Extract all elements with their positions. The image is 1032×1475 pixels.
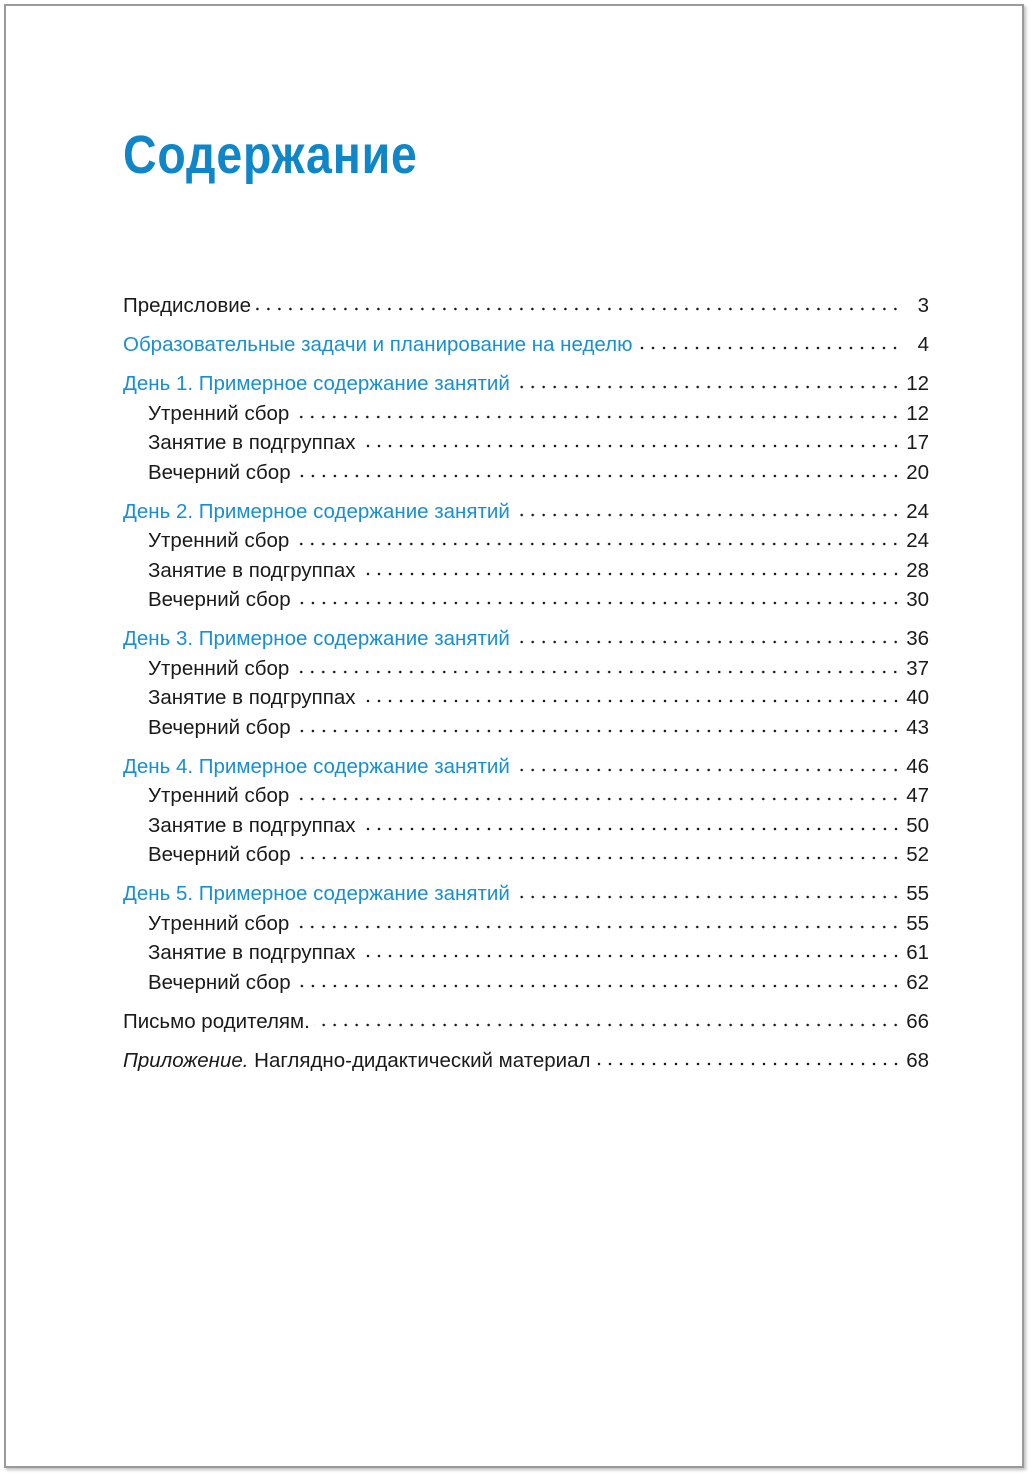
toc-entry[interactable] [123, 623, 929, 653]
dot-leader [255, 291, 901, 313]
toc-entry[interactable] [123, 878, 929, 908]
toc-subentry[interactable] [123, 780, 929, 810]
toc-page-number: 3 [917, 294, 929, 317]
toc-page-number: 46 [906, 754, 929, 778]
dot-leader [293, 909, 901, 931]
dot-leader [295, 585, 901, 607]
dot-leader [293, 526, 901, 548]
toc-entry-label: Занятие в подгруппах [148, 686, 356, 709]
toc-entry-label: Занятие в подгруппах [148, 558, 356, 582]
toc-entry[interactable] [123, 496, 929, 526]
toc-entry-label [123, 1049, 591, 1073]
toc-page-number: 61 [906, 941, 929, 964]
toc-subentry[interactable] [123, 712, 929, 742]
page-title: Содержание [123, 125, 418, 185]
toc-entry-label: Вечерний сбор [148, 970, 291, 994]
dot-leader [293, 781, 901, 803]
toc-page-number: 52 [906, 843, 929, 866]
toc-entry-label: Утренний сбор [148, 401, 290, 425]
toc-entry[interactable] [123, 751, 929, 781]
toc-subentry[interactable] [123, 682, 929, 712]
dot-leader [360, 428, 902, 450]
toc-page-number: 17 [906, 431, 929, 454]
dot-leader [295, 458, 901, 480]
toc-page-number: 68 [906, 1048, 929, 1072]
table-of-contents [123, 290, 929, 1074]
toc-entry-label: Утренний сбор [148, 529, 290, 552]
toc-page-number: 24 [906, 529, 929, 552]
toc-page-number: 66 [906, 1009, 929, 1033]
toc-entry-label: День 4. Примерное содержание занятий [123, 754, 510, 778]
toc-entry-label: День 1. Примерное содержание занятий [123, 372, 510, 395]
toc-page-number: 47 [906, 784, 929, 807]
toc-entry[interactable] [123, 1006, 929, 1036]
toc-entry-label: Занятие в подгруппах [148, 941, 356, 964]
toc-entry-label: Предисловие [123, 294, 252, 317]
toc-subentry[interactable] [123, 908, 929, 938]
toc-page-number: 40 [906, 686, 929, 709]
toc-entry[interactable] [123, 1045, 929, 1075]
toc-page-number: 55 [906, 882, 929, 905]
toc-entry-label: День 2. Примерное содержание занятий [123, 499, 510, 523]
toc-subentry[interactable] [123, 398, 929, 428]
toc-page-number: 50 [906, 813, 929, 837]
toc-entry-label: Образовательные задачи и планирование на неделю [123, 333, 633, 356]
toc-entry-label: Занятие в подгруппах [148, 431, 356, 454]
dot-leader [514, 879, 901, 901]
dot-leader [295, 840, 901, 862]
toc-subentry[interactable] [123, 653, 929, 683]
toc-subentry[interactable] [123, 937, 929, 967]
toc-entry-label: Вечерний сбор [148, 588, 291, 611]
toc-entry[interactable] [123, 368, 929, 398]
dot-leader [360, 556, 902, 578]
toc-page-number: 30 [906, 588, 929, 611]
toc-page-number: 12 [906, 401, 929, 425]
toc-page-number: 12 [906, 372, 929, 395]
toc-entry-label: Утренний сбор [148, 911, 290, 935]
toc-entry-label: День 3. Примерное содержание занятий [123, 627, 510, 650]
toc-page-number: 20 [906, 460, 929, 484]
dot-leader [295, 713, 901, 735]
dot-leader [360, 683, 902, 705]
toc-entry-italic-prefix: Приложение. [123, 1048, 249, 1072]
toc-page-number: 4 [917, 333, 929, 356]
toc-subentry[interactable] [123, 525, 929, 555]
toc-page-number: 24 [906, 499, 929, 523]
toc-entry-label: День 5. Примерное содержание занятий [123, 882, 510, 905]
toc-entry[interactable] [123, 290, 929, 320]
dot-leader [360, 938, 902, 960]
dot-leader [295, 968, 901, 990]
toc-entry-label: Письмо родителям. [123, 1009, 310, 1033]
dot-leader [293, 654, 901, 676]
toc-entry-label: Утренний сбор [148, 784, 290, 807]
toc-entry-label: Вечерний сбор [148, 460, 291, 484]
toc-page-number: 55 [906, 911, 929, 935]
toc-subentry[interactable] [123, 427, 929, 457]
toc-subentry[interactable] [123, 839, 929, 869]
toc-page-number: 28 [906, 558, 929, 582]
toc-subentry[interactable] [123, 810, 929, 840]
dot-leader [514, 497, 901, 519]
toc-entry[interactable] [123, 329, 929, 359]
toc-page-number: 37 [906, 656, 929, 680]
toc-page-number: 43 [906, 715, 929, 739]
dot-leader [514, 752, 901, 774]
dot-leader [293, 399, 901, 421]
toc-page-number: 62 [906, 970, 929, 994]
toc-subentry[interactable] [123, 584, 929, 614]
toc-entry-label: Утренний сбор [148, 656, 290, 680]
toc-subentry[interactable] [123, 967, 929, 997]
dot-leader [514, 624, 901, 646]
toc-subentry[interactable] [123, 555, 929, 585]
toc-entry-label: Занятие в подгруппах [148, 813, 356, 837]
toc-entry-label: Вечерний сбор [148, 715, 291, 739]
dot-leader [595, 1046, 902, 1068]
toc-subentry[interactable] [123, 457, 929, 487]
dot-leader [636, 330, 901, 352]
toc-entry-label-text: Наглядно-дидактический материал [248, 1048, 591, 1072]
toc-page-number: 36 [906, 627, 929, 650]
toc-entry-label: Вечерний сбор [148, 843, 291, 866]
dot-leader [360, 811, 902, 833]
dot-leader [514, 369, 901, 391]
dot-leader [314, 1007, 901, 1029]
